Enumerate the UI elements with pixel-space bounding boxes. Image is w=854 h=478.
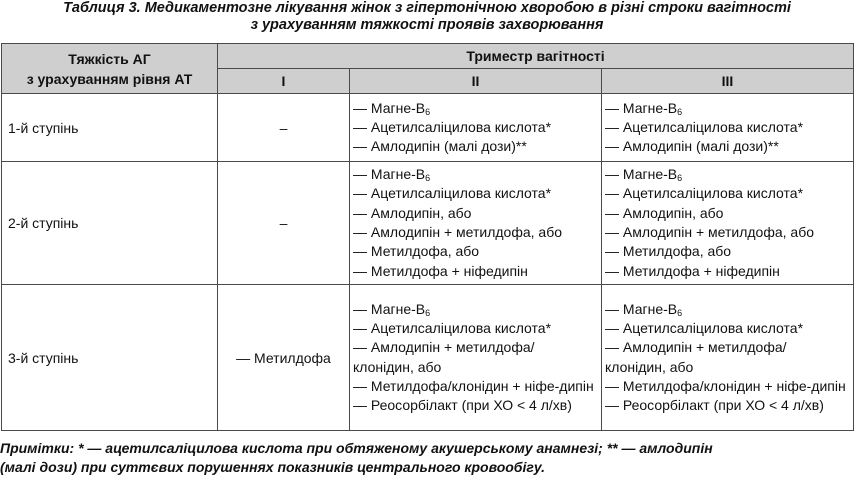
list-item: — Реосорбілакт (при ХО < 4 л/хв)	[353, 397, 572, 414]
list-item: — Амлодипін + метилдофа, або	[353, 224, 563, 240]
trimester-ii-cell	[350, 94, 602, 162]
list-item: — Ацетилсаліцилова кислота*	[605, 118, 804, 135]
note-line-1: Примітки: * — ацетилсаліцилова кислота при обтяженому акушерському анамнезі; ** — амлодипін	[0, 440, 713, 456]
table-note	[0, 439, 854, 477]
list-item: — Ацетилсаліцилова кислота*	[605, 319, 804, 336]
severity-cell: 2-й ступінь	[2, 162, 218, 285]
trimester-i-cell: –	[218, 94, 350, 162]
trimester-ii-header: II	[350, 69, 602, 94]
note-line-2: (малі дози) при суттєвих порушеннях показників центрального кровообігу.	[0, 459, 545, 475]
trimester-iii-cell	[602, 162, 854, 285]
list-item: — Метилдофа + ніфедипін	[353, 262, 528, 279]
trimester-header: Триместр вагітності	[218, 44, 854, 69]
list-item: — Магне-$В_6$	[605, 300, 683, 318]
list-item: — Ацетилсаліцилова кислота*	[353, 185, 552, 202]
list-item: — Ацетилсаліцилова кислота*	[605, 185, 804, 202]
trimester-ii-cell	[350, 285, 602, 431]
list-item: — Метилдофа, або	[353, 243, 480, 260]
severity-cell: 3-й ступінь	[2, 285, 218, 431]
list-item: — Амлодипін, або	[353, 204, 472, 221]
trimester-iii-cell	[602, 94, 854, 162]
list-item: — Магне-$В_6$	[353, 99, 431, 117]
list-item: — Метилдофа + ніфедипін	[605, 262, 780, 279]
severity-header	[2, 44, 218, 94]
list-item: — Метилдофа/клонідин + ніфе-дипін	[353, 377, 594, 394]
trimester-i-cell: –	[218, 162, 350, 285]
table-row	[2, 285, 854, 431]
treatment-table	[1, 43, 854, 431]
list-item: — Амлодипін + метилдофа, або	[605, 224, 815, 240]
table-row	[2, 94, 854, 162]
list-item: — Магне-$В_6$	[605, 166, 683, 184]
severity-header-line-1: Тяжкість АГ	[68, 50, 151, 67]
list-item: — Реосорбілакт (при ХО < 4 л/хв)	[605, 397, 824, 414]
severity-header-line-2: з урахуванням рівня АТ	[26, 70, 193, 87]
trimester-i-header: I	[218, 69, 350, 94]
list-item: — Метилдофа/клонідин + ніфе-дипін	[605, 377, 846, 394]
list-item: — Магне-$В_6$	[605, 99, 683, 117]
table-row	[2, 162, 854, 285]
trimester-ii-cell	[350, 162, 602, 285]
caption-line-2: з урахуванням тяжкості проявів захворювання	[250, 17, 604, 33]
trimester-iii-cell	[602, 285, 854, 431]
list-item: — Ацетилсаліцилова кислота*	[353, 319, 552, 336]
table-caption	[0, 0, 854, 34]
list-item: — Амлодипін (малі дози)**	[605, 138, 779, 155]
list-item: — Магне-$В_6$	[353, 166, 431, 184]
trimester-iii-header: III	[602, 69, 854, 94]
severity-cell: 1-й ступінь	[2, 94, 218, 162]
list-item: — Амлодипін, або	[605, 204, 724, 221]
trimester-i-cell: — Метилдофа	[218, 285, 350, 431]
caption-line-1: Таблиця 3. Медикаментозне лікування жінок з гіпертонічною хворобою в різні строки вагітності	[63, 0, 791, 16]
list-item: — Магне-$В_6$	[353, 300, 431, 318]
list-item: — Амлодипін + метилдофа/ клонідин, або	[605, 339, 787, 375]
list-item: — Метилдофа, або	[605, 243, 732, 260]
list-item: — Амлодипін (малі дози)**	[353, 138, 527, 155]
list-item: — Амлодипін + метилдофа/ клонідин, або	[353, 339, 535, 375]
list-item: — Ацетилсаліцилова кислота*	[353, 118, 552, 135]
